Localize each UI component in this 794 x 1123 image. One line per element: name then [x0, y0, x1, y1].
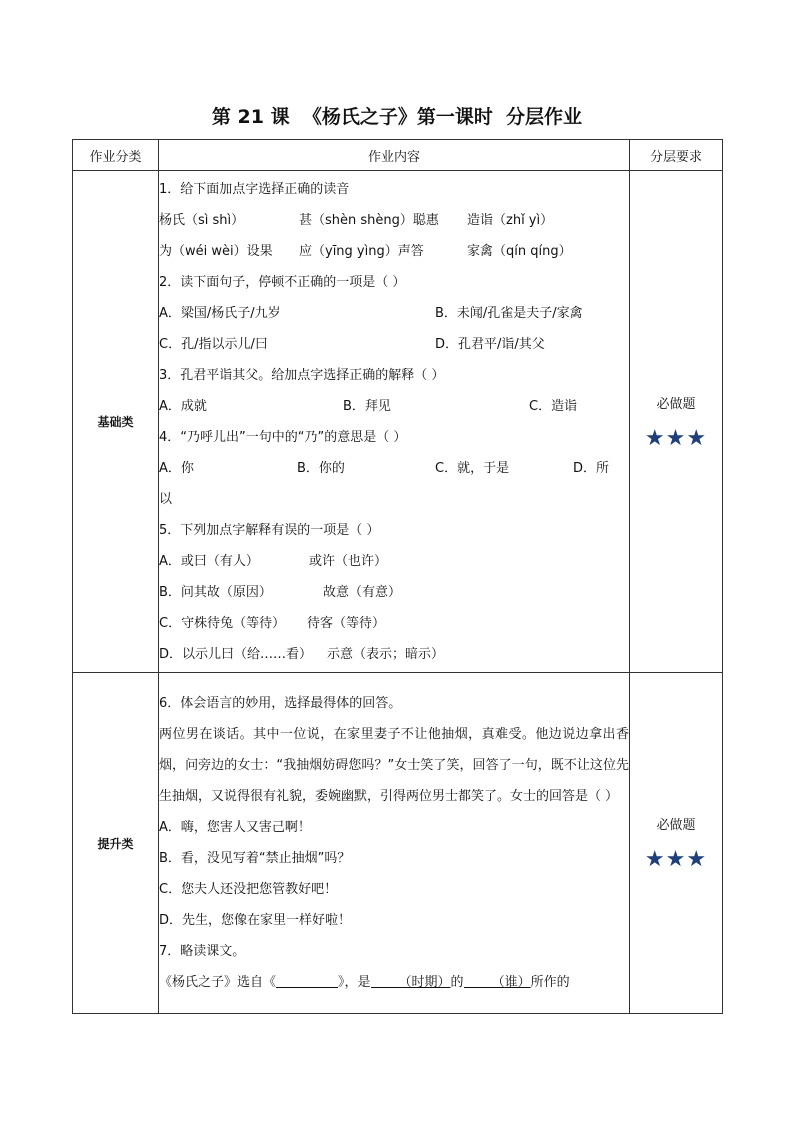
header-requirement: 分层要求 [630, 140, 723, 171]
q5-option-b [159, 577, 629, 608]
q5-option-d-term2: 示意（表示；暗示） [327, 646, 445, 662]
page-title: 第 21 课 《杨氏之子》第一课时 分层作业 [211, 106, 583, 128]
blank-field[interactable] [276, 971, 338, 988]
q7-part: 的 [450, 975, 464, 990]
q1-option: 为（wéi wèi）设果 [159, 243, 273, 259]
q4-option-b: B．你的 [297, 460, 345, 476]
blank-field[interactable] [371, 971, 399, 988]
advanced-row [73, 673, 723, 1014]
q2-option-a: A．梁国/杨氏子/九岁 [159, 305, 281, 321]
q7-text: 7．略读课文。 [159, 944, 246, 959]
header-category: 作业分类 [73, 140, 159, 171]
q2-text: 2．读下面句子，停顿不正确的一项是（ ） [159, 274, 406, 290]
q4-option-a: A．你 [159, 460, 194, 476]
advanced-requirement [630, 673, 723, 1014]
q7-part: 《杨氏之子》选自《 [159, 975, 277, 990]
q2-option-b: B．未闻/孔雀是夫子/家禽 [435, 305, 583, 321]
q5-option-b-term2: 故意（有意） [323, 584, 402, 600]
q5-option-b-term1: B．问其故（原因） [159, 584, 272, 600]
q1-option: 造诣（zhǐ yì） [467, 212, 554, 228]
q1-options-row1 [159, 205, 629, 236]
basic-requirement-label: 必做题 [656, 396, 696, 412]
q4-text: 4．“乃呼儿出”一句中的“乃”的意思是（ ） [159, 429, 407, 445]
q3-options [159, 391, 629, 422]
q2-options-row2 [159, 329, 629, 360]
q1-option: 杨氏（sì shì） [159, 212, 245, 228]
q5-option-a-term1: A．或曰（有人） [159, 553, 259, 569]
q6-passage: 两位男在谈话。其中一位说，在家里妻子不让他抽烟，真难受。他边说边拿出香烟，问旁边的女士：“我抽烟妨碍您吗？”女士笑了笑，回答了一句，既不让这位先生抽烟，又说得很有礼貌，委婉幽默，引得两位男士都笑了。女士的回答是（ ） [159, 727, 629, 804]
q2-option-d: D．孔君平/诣/其父 [435, 336, 545, 352]
q1-text: 1．给下面加点字选择正确的读音 [159, 181, 350, 197]
q5-option-a-term2: 或许（也许） [309, 553, 388, 569]
q5-option-c-term1: C．守株待兔（等待） [159, 615, 286, 631]
q1-option: 甚（shèn shèng）聪惠 [299, 212, 439, 228]
q5-option-c [159, 608, 629, 639]
table-header-row [73, 140, 723, 171]
q6-option-c: C．您夫人还没把您管教好吧！ [159, 882, 338, 897]
q5-option-a [159, 546, 629, 577]
q3-text: 3．孔君平诣其父。给加点字选择正确的解释（ ） [159, 367, 445, 383]
q3-option-b: B．拜见 [343, 398, 391, 414]
q5-option-c-term2: 待客（等待） [307, 615, 386, 631]
q5-option-d-term1: D．以示儿曰（给……看） [159, 646, 313, 662]
q4-option-c: C．就，于是 [435, 460, 510, 476]
homework-table [72, 139, 723, 1014]
q6-option-d: D．先生，您像在家里一样好啦！ [159, 913, 352, 928]
q7-part: 》，是 [338, 975, 371, 990]
star-rating-icon: ★★★ [644, 425, 708, 451]
basic-content [159, 171, 630, 673]
q6-text: 6．体会语言的妙用，选择最得体的回答。 [159, 696, 402, 711]
q7-part: （时期） [398, 975, 451, 990]
advanced-category: 提升类 [73, 673, 159, 1014]
q4-option-d: D．所 [573, 460, 610, 476]
q7-fill-line [159, 967, 629, 998]
q3-option-c: C．造诣 [529, 398, 578, 414]
advanced-requirement-label: 必做题 [656, 818, 696, 833]
q4-option-d-wrap: 以 [159, 491, 173, 507]
q6-option-b: B．看，没见写着“禁止抽烟”吗？ [159, 851, 351, 866]
q7-part: （谁） [491, 975, 531, 990]
basic-requirement [630, 171, 723, 673]
q1-option: 家禽（qín qíng） [467, 243, 572, 259]
q5-text: 5．下列加点字解释有误的一项是（ ） [159, 522, 380, 538]
basic-row [73, 171, 723, 673]
blank-field[interactable] [464, 971, 492, 988]
q2-options-row1 [159, 298, 629, 329]
q7-part: 所作的 [530, 975, 570, 990]
basic-category: 基础类 [73, 171, 159, 673]
header-content: 作业内容 [159, 140, 630, 171]
q4-options [159, 453, 629, 484]
q1-option: 应（yīng yìng）声答 [299, 243, 424, 259]
advanced-content [159, 673, 630, 1014]
q1-options-row2 [159, 236, 629, 267]
q5-option-d [159, 639, 629, 670]
q3-option-a: A．成就 [159, 398, 207, 414]
q6-option-a: A．嗨，您害人又害己啊！ [159, 820, 311, 835]
q2-option-c: C．孔/指以示儿/曰 [159, 336, 268, 352]
star-rating-icon: ★★★ [644, 847, 708, 872]
